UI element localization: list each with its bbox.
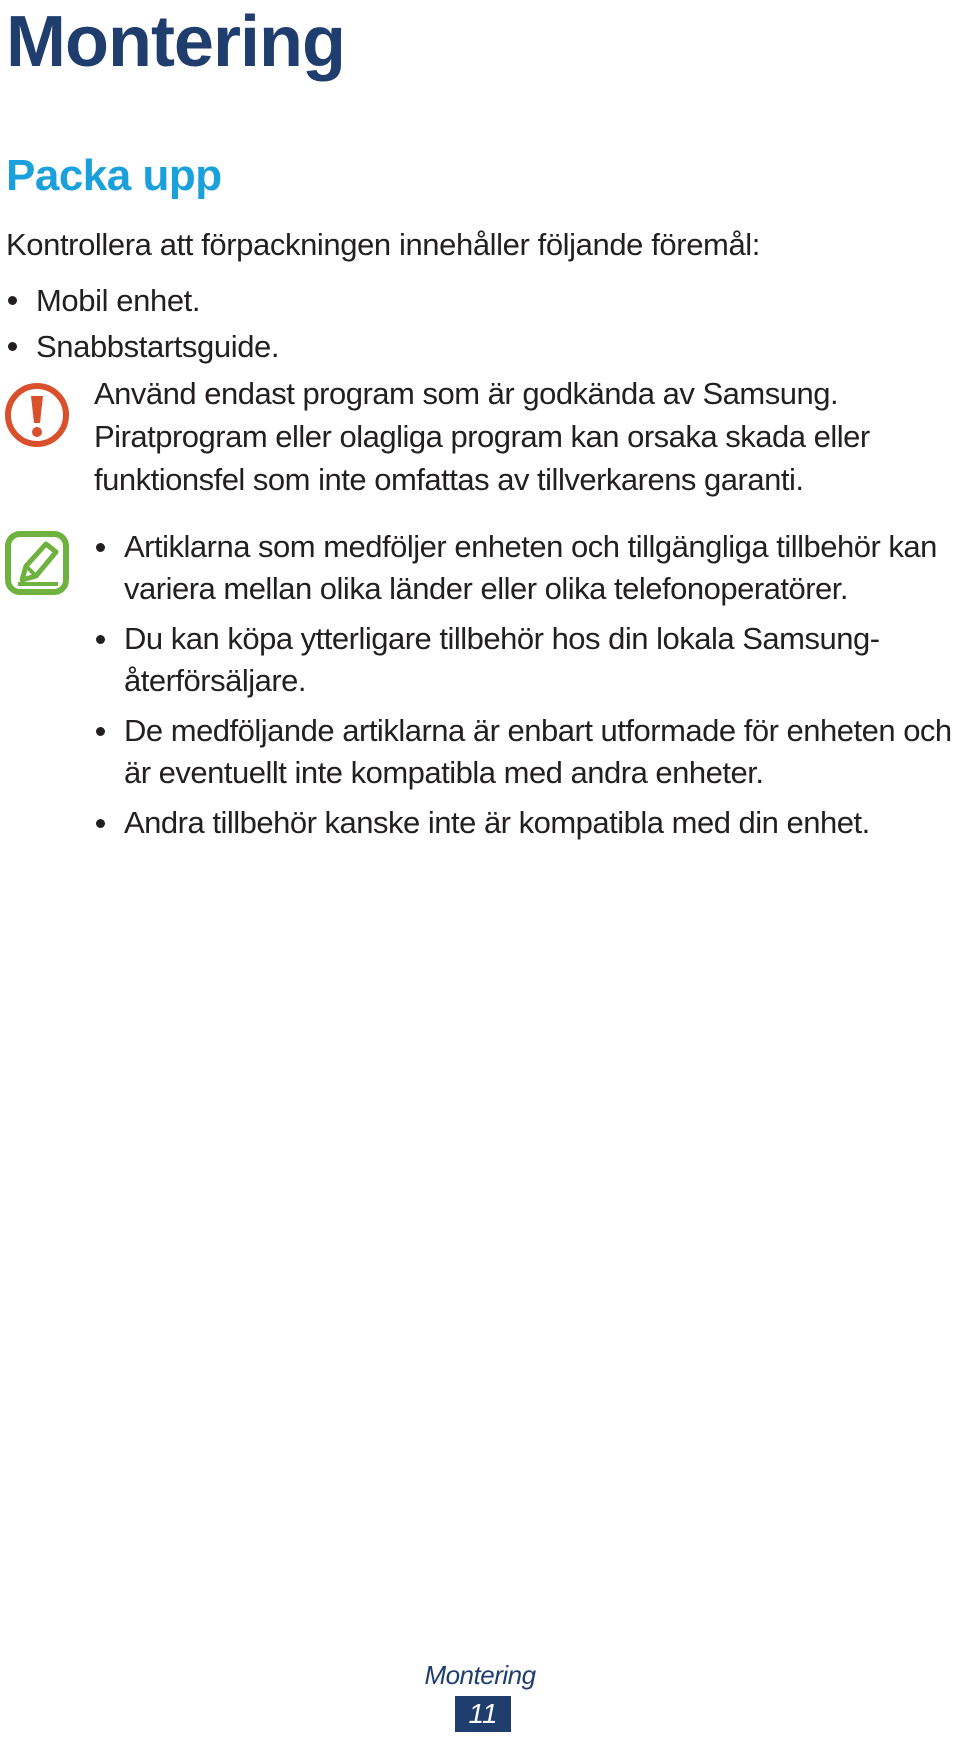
list-item bbox=[94, 710, 954, 794]
caution-line: funktionsfel som inte omfattas av tillverkarens garanti. bbox=[94, 462, 804, 497]
bullet-icon bbox=[8, 342, 17, 351]
bullet-icon bbox=[8, 296, 17, 305]
list-item bbox=[6, 278, 279, 324]
list-item-text: Andra tillbehör kanske inte är kompatibla med din enhet. bbox=[124, 805, 870, 840]
list-item-text: Artiklarna som medföljer enheten och tillgängliga tillbehör kan variera mellan olika länder eller olika telefonoperatörer. bbox=[124, 529, 937, 606]
note-icon bbox=[4, 530, 70, 596]
footer-chapter-label: Montering bbox=[424, 1660, 536, 1690]
caution-text bbox=[94, 372, 870, 501]
note-list bbox=[94, 526, 954, 852]
list-item bbox=[94, 618, 954, 702]
caution-icon bbox=[4, 382, 70, 448]
section-title: Packa upp bbox=[6, 151, 222, 200]
section-intro: Kontrollera att förpackningen innehåller följande föremål: bbox=[6, 227, 760, 262]
list-item-text: Mobil enhet. bbox=[36, 283, 201, 318]
bullet-icon bbox=[96, 543, 105, 552]
list-item bbox=[94, 802, 954, 844]
bullet-icon bbox=[96, 819, 105, 828]
caution-line: Använd endast program som är godkända av Samsung. bbox=[94, 376, 839, 411]
list-item-text: De medföljande artiklarna är enbart utformade för enheten och är eventuellt inte kompatibla med andra enheter. bbox=[124, 713, 952, 790]
package-contents-list bbox=[6, 278, 279, 370]
list-item-text: Du kan köpa ytterligare tillbehör hos din lokala Samsung-återförsäljare. bbox=[124, 621, 880, 698]
bullet-icon bbox=[96, 727, 105, 736]
list-item bbox=[6, 324, 279, 370]
list-item-text: Snabbstartsguide. bbox=[36, 329, 280, 364]
bullet-icon bbox=[96, 635, 105, 644]
page-number: 11 bbox=[455, 1696, 511, 1732]
list-item bbox=[94, 526, 954, 610]
caution-line: Piratprogram eller olagliga program kan orsaka skada eller bbox=[94, 419, 870, 454]
chapter-title: Montering bbox=[6, 2, 345, 82]
